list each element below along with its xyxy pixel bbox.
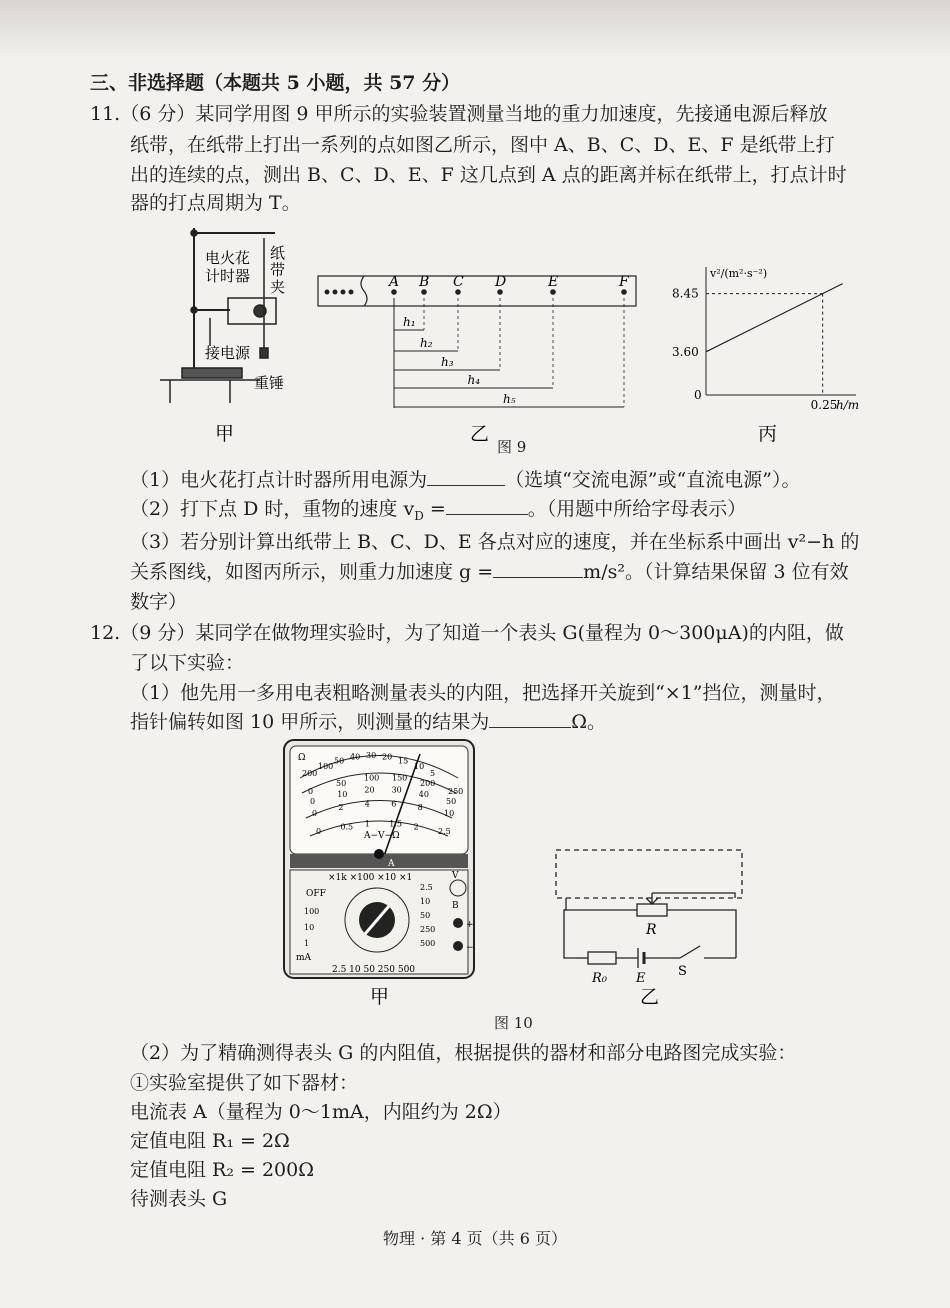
tape-points [387,274,630,295]
wire-top-right [667,910,736,958]
q12-item-3: 定值电阻 R₂ = 200Ω [130,1159,314,1181]
scale-low-3: 30 [391,785,402,795]
tape-point-label-C: C [453,274,464,290]
plus-terminal[interactable] [453,918,463,928]
minus-mark: − [466,943,474,953]
left-tick-2: 1 [304,939,310,948]
av-label: A−V−Ω [364,831,400,841]
scale-top-1: 100 [318,762,334,772]
q11-sub3-after: m/s²。（计算结果保留 3 位有效 [583,561,849,583]
resistor-r0 [588,952,616,964]
tape-point-F [621,289,627,295]
weight-label: 重锤 [254,374,285,392]
q12-sub1-blank[interactable] [489,709,571,728]
q11-sub2 [130,496,746,529]
y-tick-high: 8.45 [672,286,699,301]
q12-item-2: 定值电阻 R₁ = 2Ω [130,1130,290,1152]
q12-sub1-after: Ω。 [571,711,607,733]
section-title: 三、非选择题（本题共 5 小题，共 57 分） [90,72,461,94]
apparatus-base [182,368,242,378]
scale-top-4: 30 [366,751,377,760]
r0-label: R₀ [592,971,607,986]
fig9-bing-label: 丙 [758,423,778,445]
scale-mid-4: 200 [420,778,436,788]
scale-low-4: 40 [418,789,429,799]
fig10-jia-label: 甲 [370,986,390,1008]
q11-sub2-subscript: D [414,508,424,523]
left-tick-1: 10 [304,923,315,932]
q12-sub2: （2）为了精确测得表头 G 的内阻值，根据提供的器材和部分电路图完成实验： [130,1042,797,1064]
rheostat-r [637,904,667,916]
h-label-2: h₂ [420,336,433,350]
scale-mid-0: 0 [308,787,314,796]
fig9-caption: 图 9 [497,438,527,456]
right-tick-0: 2.5 [420,883,433,892]
figure-10 [280,738,760,1008]
q12-item-4: 待测表头 G [130,1188,228,1210]
tape-point-D [497,289,503,295]
off-label: OFF [306,889,326,899]
scale-low-1: 10 [337,789,348,799]
scale-top-2: 50 [334,756,345,766]
scale-low2-3: 6 [391,799,397,809]
clip-label-1: 纸 [270,244,286,262]
tape-leading-dots [325,290,354,295]
q11-line-3: 出的连续的点，测出 B、C、D、E、F 这几点到 A 点的距离并标在纸带上，打点计时 [130,164,847,186]
scale-ac-5: 2.5 [438,827,451,836]
scale-ac-4: 2 [413,822,419,832]
q11-sub3-line2 [130,559,849,585]
scale-low2-2: 4 [364,799,370,809]
scale-mid-5: 250 [448,787,464,796]
right-tick-4: 500 [420,939,436,948]
weight-block [260,348,268,358]
switch-s[interactable] [680,946,700,958]
minus-terminal[interactable] [453,941,463,951]
scan-top-shadow [0,0,950,60]
scale-ac-3: 1.5 [389,819,402,829]
timer-label-2: 计时器 [205,267,251,285]
q11-sub3-blank[interactable] [493,559,583,578]
q11-sub2-blank[interactable] [446,496,528,515]
scale-low2-4: 8 [417,803,423,813]
y-axis-label: v²/(m²·s⁻²) [710,267,768,280]
scale-low2-1: 2 [338,803,344,813]
scale-mid-1: 50 [336,778,347,788]
right-tick-3: 250 [420,925,436,934]
x-axis-label: h/m [836,398,860,412]
v-mark: V [452,871,459,881]
circuit-diagram [556,850,742,968]
scale-top-8: 5 [430,769,436,778]
origin-label: 0 [694,388,702,402]
scale-low-0: 0 [310,797,316,806]
scale-mid-3: 150 [392,773,408,783]
omega-sign: Ω [298,753,306,763]
tape-point-C [455,289,461,295]
tape-break [361,276,367,306]
tape-dimensions [394,298,624,408]
q11-line-1: 11.（6 分）某同学用图 9 甲所示的实验装置测量当地的重力加速度，先接通电源后释放 [90,103,828,125]
q12-line-2: 了以下实验： [130,652,245,674]
plus-mark: + [466,920,474,930]
h-label-4: h₄ [467,373,481,387]
dashed-box [556,850,742,898]
s-label: S [678,964,687,979]
e-label: E [636,971,646,986]
q11-sub1-after: （选填“交流电源”或“直流电源”）。 [505,469,801,491]
scale-low-2: 20 [364,785,375,795]
right-tick-2: 50 [420,911,431,920]
q11-sub1 [130,467,800,493]
tape-point-label-F: F [619,274,629,290]
scale-low-5: 50 [446,797,457,806]
q11-sub3-line3: 数字） [130,591,188,613]
fig10-caption: 图 10 [494,1014,533,1032]
slider-wire [652,893,735,898]
tape-point-A [391,289,397,295]
right-tick-1: 10 [420,897,431,906]
q11-line-2: 纸带，在纸带上打出一系列的点如图乙所示，图中 A、B、C、D、E、F 是纸带上打 [130,134,835,156]
tape-point-label-B: B [419,274,430,290]
scale-top-0: 200 [302,769,318,778]
tape-point-label-A: A [389,274,400,290]
q11-sub2-mid: = [423,498,446,520]
y-tick-low: 3.60 [672,344,699,359]
q12-line-1: 12.（9 分）某同学在做物理实验时，为了知道一个表头 G(量程为 0～300μA)的内阻，做 [90,622,844,644]
scale-top-5: 20 [382,752,393,762]
fig9-yi-label: 乙 [470,423,490,445]
fig9-yi-tape [318,276,636,306]
fig9-jia-label: 甲 [215,423,235,445]
tape-point-B [421,289,427,295]
r-label: R [646,922,657,938]
ma-mark: mA [296,953,312,963]
left-tick-0: 100 [304,907,320,916]
scale-low2-5: 10 [444,809,455,818]
h-label-1: h₁ [403,315,416,329]
scale-top-7: 10 [414,762,425,772]
q12-sub1-before: 指针偏转如图 10 甲所示，则测量的结果为 [130,711,490,733]
q11-sub2-before: （2）打下点 D 时，重物的速度 v [130,498,415,520]
clamp-knob [191,230,197,236]
scale-top-3: 40 [350,752,361,762]
b-mark: B [452,901,459,911]
fig9-bing-chart [672,267,859,412]
q12-sub1-line2 [130,709,606,735]
clip-label-2: 带 [270,261,286,279]
a-mark: A [388,859,395,869]
q11-line-4: 器的打点周期为 T。 [130,192,301,214]
scale-top-6: 15 [398,756,409,766]
timer-box [228,298,276,324]
zero-adjust-screw[interactable] [374,849,384,859]
scale-ac-0: 0 [316,827,322,836]
q12-item-1: 电流表 A（量程为 0～1mA，内阻约为 2Ω） [130,1101,512,1123]
figure-9 [150,218,870,458]
q11-sub3-line1: （3）若分别计算出纸带上 B、C、D、E 各点对应的速度，并在坐标系中画出 v²−h 的 [130,531,860,553]
q11-sub1-before: （1）电火花打点计时器所用电源为 [130,469,428,491]
q11-sub3-before: 关系图线，如图丙所示，则重力加速度 g = [130,561,494,583]
tape-point-E [550,289,556,295]
scale-low2-0: 0 [312,809,318,818]
page-footer: 物理 · 第 4 页（共 6 页） [383,1229,567,1248]
scale-ac-2: 1 [364,819,370,829]
scale-mid-2: 100 [364,773,380,783]
wire-left [564,898,576,958]
fig10-yi-label: 乙 [640,986,660,1008]
power-label: 接电源 [205,344,251,362]
scale-ac-1: 0.5 [340,822,354,832]
tape-point-label-D: D [495,274,507,290]
h-label-5: h₅ [503,392,516,406]
tape-body [318,276,636,306]
ranges-label: ×1k ×100 ×10 ×1 [328,873,413,883]
clip-label-3: 夹 [270,278,286,296]
bottom-ticks: 2.5 10 50 250 500 [332,965,416,975]
q11-sub2-after: 。（用题中所给字母表示） [527,498,747,520]
timer-label-1: 电火花 [205,249,251,267]
q12-item-intro: ①实验室提供了如下器材： [130,1072,359,1094]
q11-sub1-blank[interactable] [427,467,505,486]
x-tick: 0.25 [810,398,838,412]
tape-point-label-E: E [548,274,559,290]
h-label-3: h₃ [441,355,454,369]
q12-sub1-line1: （1）他先用一多用电表粗略测量表头的内阻，把选择开关旋到“×1”挡位，测量时， [130,682,836,704]
